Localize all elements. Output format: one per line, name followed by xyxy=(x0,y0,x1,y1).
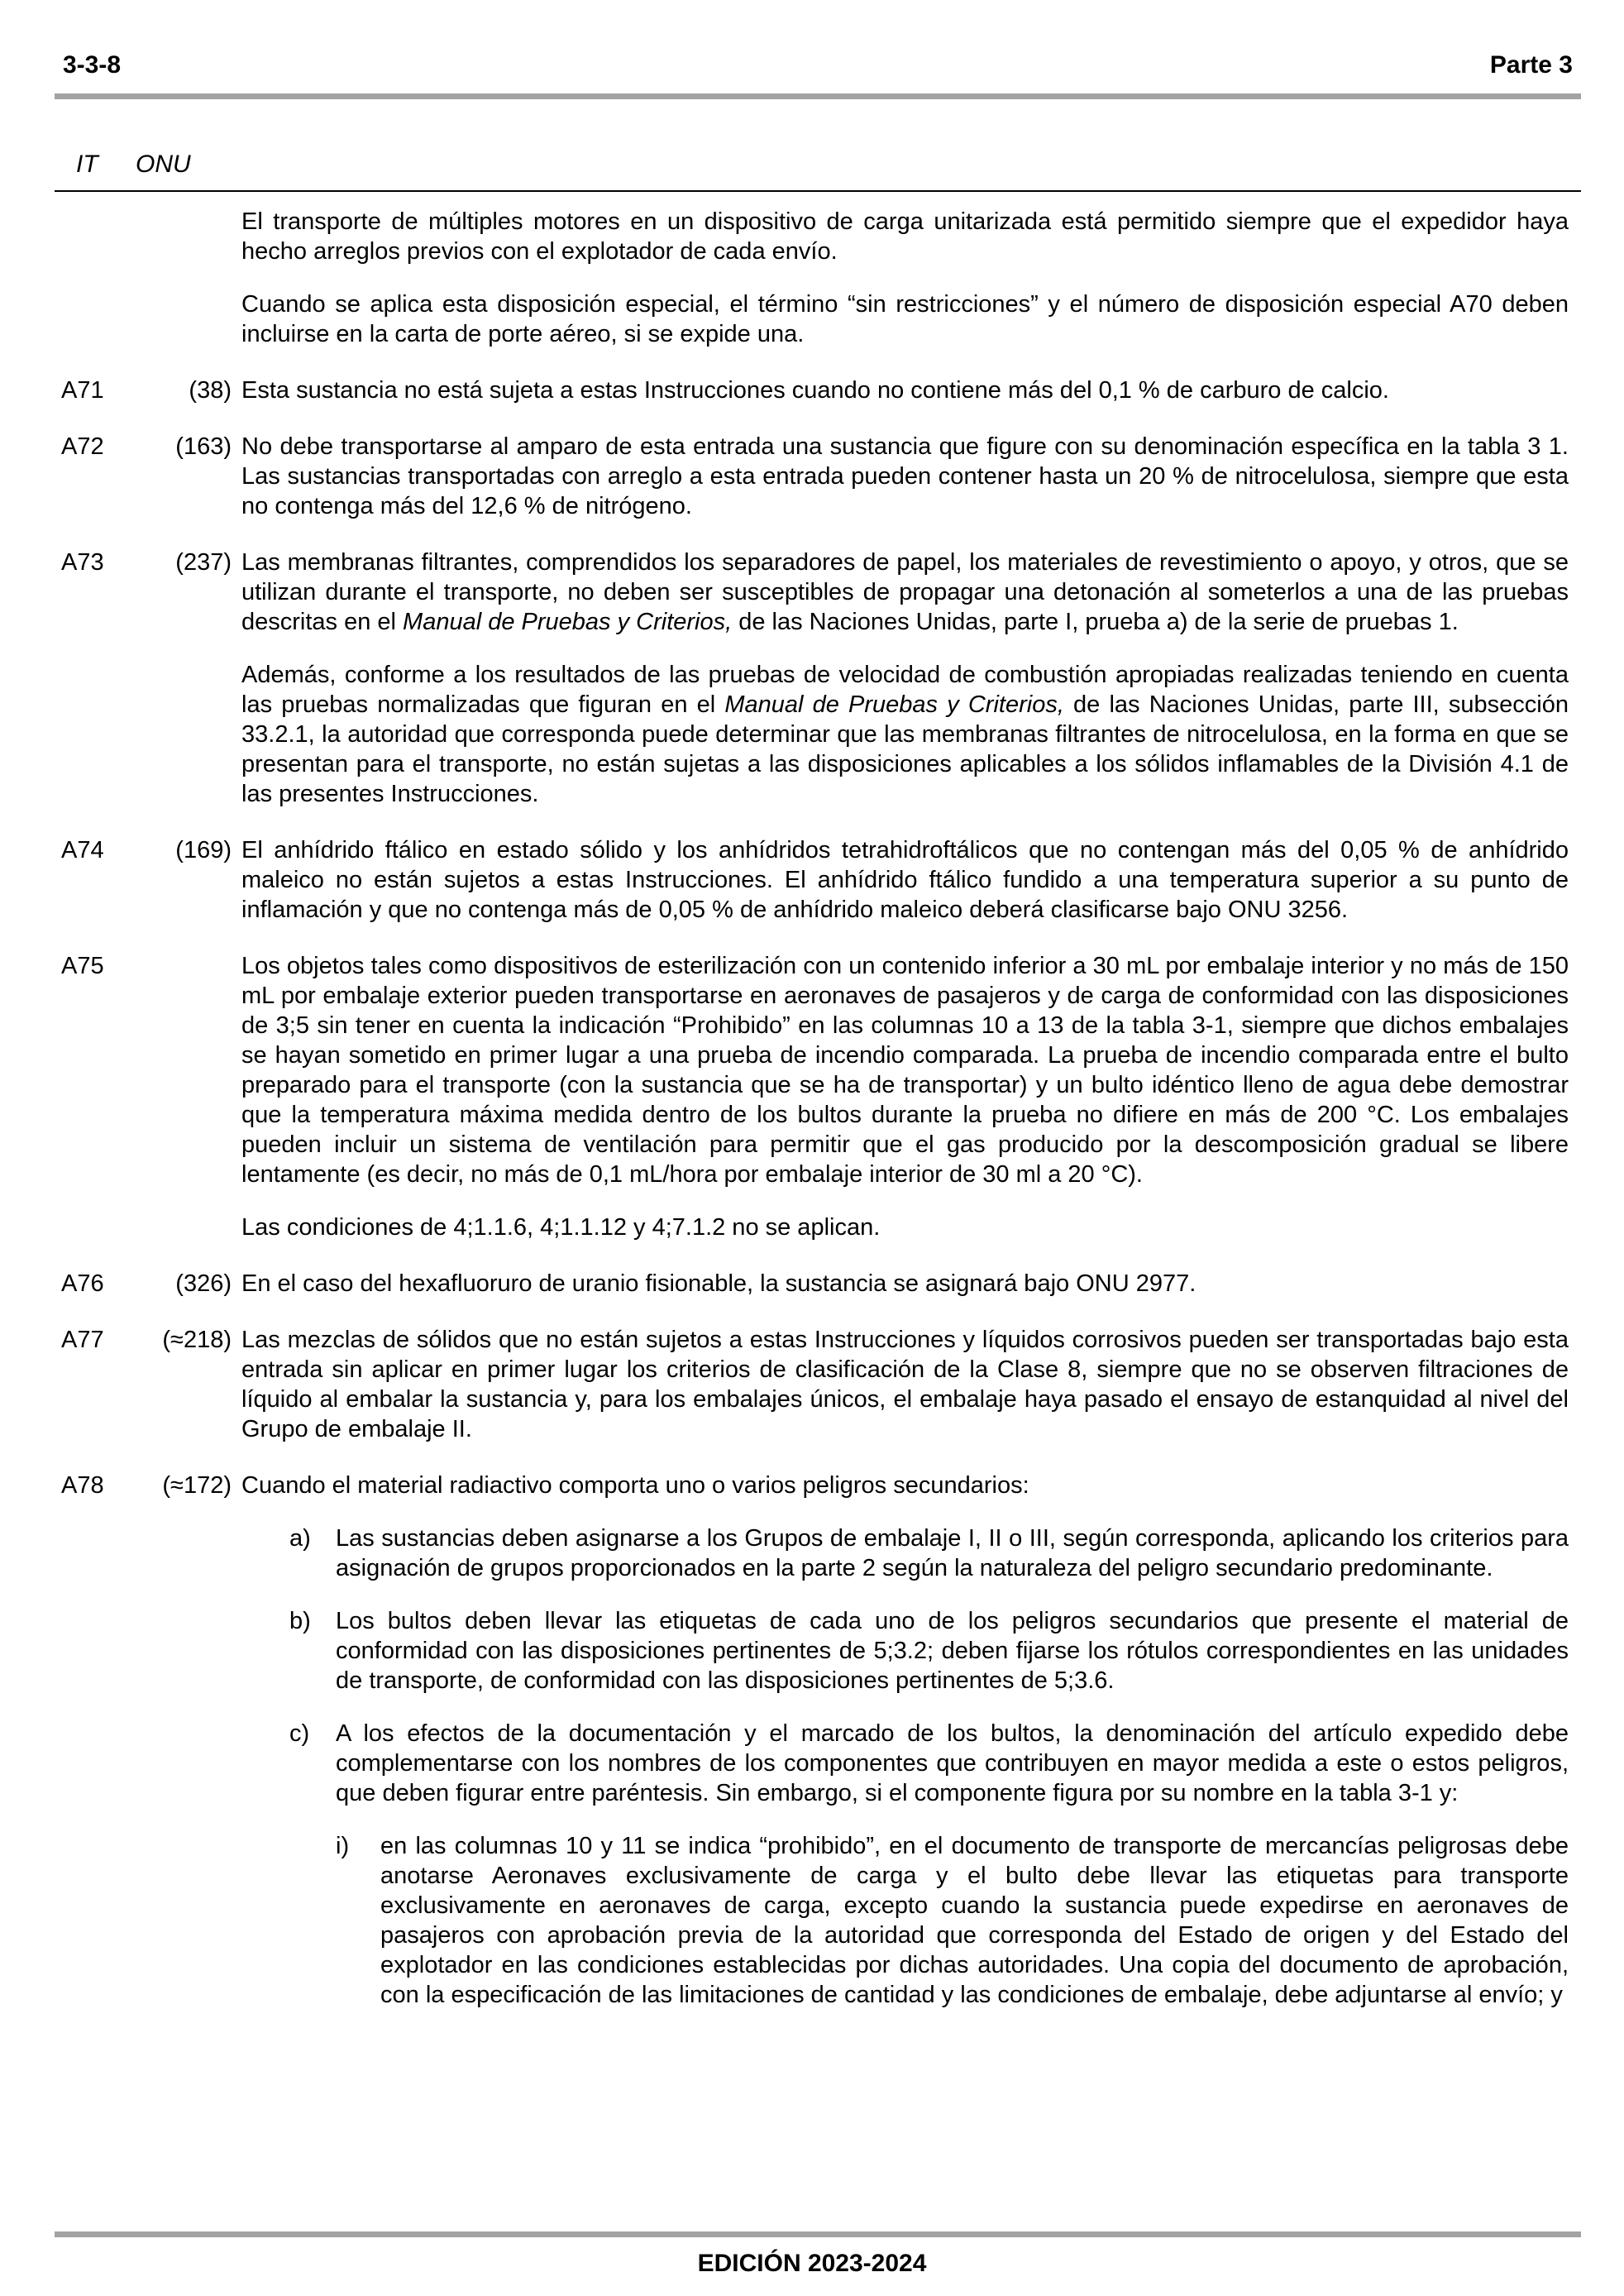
manual-title: Manual de Pruebas y Criterios, xyxy=(724,691,1064,718)
header-rule xyxy=(55,93,1581,99)
provision-a73 xyxy=(0,548,1624,809)
provision-a71 xyxy=(0,375,1624,405)
provision-a74 xyxy=(0,835,1624,925)
column-header-rule xyxy=(55,190,1581,192)
page-number: 3-3-8 xyxy=(63,51,122,79)
list-label: b) xyxy=(289,1608,311,1634)
paragraph: Los objetos tales como dispositivos de esterilización con un contenido inferior a 30 mL por embalaje interior y no más de 150 mL por embalaje exterior pueden transportarse en aeronaves de pasajeros y de carga de conformidad con las disposiciones de 3;5 sin tener en cuenta la indicación “Prohibido” en las columnas 10 a 13 de la tabla 3-1, siempre que dichos embalajes se hayan sometido en primer lugar a una prueba de incendio comparada. La prueba de incendio comparada entre el bulto preparado para el transporte (con la sustancia que se ha de transportar) y un bulto idéntico lleno de agua debe demostrar que la temperatura máxima medida dentro de los bultos durante la prueba no difiere en más de 200 °C. Los embalajes pueden incluir un sistema de ventilación para permitir que el gas producido por la descomposición gradual se libere lentamente (es decir, no más de 0,1 mL/hora por embalaje interior de 30 ml a 20 °C). xyxy=(241,953,1569,1188)
paragraph: El anhídrido ftálico en estado sólido y los anhídridos tetrahidroftálicos que no contengan más del 0,05 % de anhídrido maleico no están sujetos a estas Instrucciones. El anhídrido ftálico fundido a una temperatura superior a su punto de inflamación y que no contenga más de 0,05 % de anhídrido maleico deberá clasificarse bajo ONU 3256. xyxy=(241,837,1569,923)
provision-a78 xyxy=(0,1471,1624,2010)
onu-reference: (≈218) xyxy=(162,1327,232,1353)
onu-reference: (≈172) xyxy=(162,1472,232,1499)
paragraph: Las mezclas de sólidos que no están sujetos a estas Instrucciones y líquidos corrosivos pueden ser transportadas bajo esta entrada sin aplicar en primer lugar los criterios de clasificación de la Clase 8, siempre que no se observen filtraciones de líquido al embalar la sustancia y, para los embalajes únicos, el embalaje haya pasado el ensayo de estanquidad al nivel del Grupo de embalaje II. xyxy=(241,1327,1569,1442)
list-item-c xyxy=(241,1719,1569,1808)
onu-reference: (169) xyxy=(175,837,232,863)
provision-code: A72 xyxy=(61,433,104,460)
provision-code: A76 xyxy=(61,1270,104,1297)
edition-footer: EDICIÓN 2023-2024 xyxy=(697,2250,927,2277)
paragraph: En el caso del hexafluoruro de uranio fisionable, la sustancia se asignará bajo ONU 2977. xyxy=(241,1270,1197,1297)
paragraph: Las condiciones de 4;1.1.6, 4;1.1.12 y 4;7.1.2 no se aplican. xyxy=(241,1214,881,1241)
column-header-it: IT xyxy=(76,151,98,178)
provision-a76 xyxy=(0,1269,1624,1299)
list-label: a) xyxy=(289,1525,311,1552)
page-header xyxy=(55,48,1581,81)
provision-code: A71 xyxy=(61,377,104,404)
provision-code: A78 xyxy=(61,1472,104,1499)
onu-reference: (326) xyxy=(175,1270,232,1297)
footer-rule xyxy=(55,2231,1581,2237)
manual-title: Manual de Pruebas y Criterios, xyxy=(403,609,733,635)
list-item-a xyxy=(241,1523,1569,1583)
paragraph: Además, conforme a los resultados de las pruebas de velocidad de combustión apropiadas realizadas teniendo en cuenta las pruebas normalizadas que figuran en el Manual de Pruebas y Criterios, de las Naciones Unidas, parte III, subsección 33.2.1, la autoridad que corresponda puede determinar que las membranas filtrantes de nitrocelulosa, en la forma en que se presentan para el transporte, no están sujetas a las disposiciones aplicables a los sólidos inflamables de la División 4.1 de las presentes Instrucciones. xyxy=(241,662,1569,807)
list-text: en las columnas 10 y 11 se indica “prohibido”, en el documento de transporte de mercancías peligrosas debe anotarse Aeronaves exclusivamente de carga y el bulto debe llevar las etiquetas para transporte exclusivamente en aeronaves de carga, excepto cuando la sustancia puede expedirse en aeronaves de pasajeros con aprobación previa de la autoridad que corresponda del Estado de origen y del Estado del explotador en las condiciones establecidas por dichas autoridades. Una copia del documento de aprobación, con la especificación de las limitaciones de cantidad y las condiciones de embalaje, debe adjuntarse al envío; y xyxy=(380,1833,1569,2008)
column-header-onu: ONU xyxy=(136,151,191,178)
paragraph: Cuando se aplica esta disposición especial, el término “sin restricciones” y el número de disposición especial A70 deben incluirse en la carta de porte aéreo, si se expide una. xyxy=(241,291,1569,347)
list-text: Las sustancias deben asignarse a los Grupos de embalaje I, II o III, según corresponda, aplicando los criterios para asignación de grupos proporcionados en la parte 2 según la naturaleza del peligro secundario predominante. xyxy=(336,1525,1569,1581)
provision-a75 xyxy=(0,951,1624,1242)
part-label: Parte 3 xyxy=(1489,51,1573,79)
paragraph: No debe transportarse al amparo de esta entrada una sustancia que figure con su denominación específica en la tabla 3 1. Las sustancias transportadas con arreglo a esta entrada pueden contener hasta un 20 % de nitrocelulosa, siempre que esta no contenga más del 12,6 % de nitrógeno. xyxy=(241,433,1569,519)
paragraph: El transporte de múltiples motores en un dispositivo de carga unitarizada está permitido siempre que el expedidor haya hecho arreglos previos con el explotador de cada envío. xyxy=(241,208,1569,265)
provision-code: A75 xyxy=(61,953,104,979)
list-text: Los bultos deben llevar las etiquetas de cada uno de los peligros secundarios que presente el material de conformidad con las disposiciones pertinentes de 5;3.2; deben fijarse los rótulos correspondientes en las unidades de transporte, de conformidad con las disposiciones pertinentes de 5;3.6. xyxy=(336,1608,1569,1694)
paragraph: Las membranas filtrantes, comprendidos los separadores de papel, los materiales de revestimiento o apoyo, y otros, que se utilizan durante el transporte, no deben ser susceptibles de propagar una detonación al someterlos a una de las pruebas descritas en el Manual de Pruebas y Criterios, de las Naciones Unidas, parte I, prueba a) de la serie de pruebas 1. xyxy=(241,549,1569,635)
list-label: i) xyxy=(336,1833,350,1859)
provision-a70-continuation xyxy=(0,207,1624,349)
paragraph: Esta sustancia no está sujeta a estas Instrucciones cuando no contiene más del 0,1 % de carburo de calcio. xyxy=(241,377,1389,404)
provision-a72 xyxy=(0,432,1624,521)
list-text: A los efectos de la documentación y el marcado de los bultos, la denominación del artículo expedido debe complementarse con los nombres de los componentes que contribuyen en mayor medida a este o estos peligros, que deben figurar entre paréntesis. Sin embargo, si el componente figura por su nombre en la tabla 3-1 y: xyxy=(336,1720,1569,1806)
provision-code: A73 xyxy=(61,549,104,576)
list-label: c) xyxy=(289,1720,310,1747)
provisions-list xyxy=(0,207,1624,2036)
onu-reference: (237) xyxy=(175,549,232,576)
onu-reference: (38) xyxy=(189,377,232,404)
paragraph: Cuando el material radiactivo comporta uno o varios peligros secundarios: xyxy=(241,1472,1029,1499)
list-item-i xyxy=(241,1831,1569,2010)
onu-reference: (163) xyxy=(175,433,232,460)
provision-code: A77 xyxy=(61,1327,104,1353)
list-item-b xyxy=(241,1606,1569,1696)
provision-code: A74 xyxy=(61,837,104,863)
provision-a77 xyxy=(0,1325,1624,1444)
